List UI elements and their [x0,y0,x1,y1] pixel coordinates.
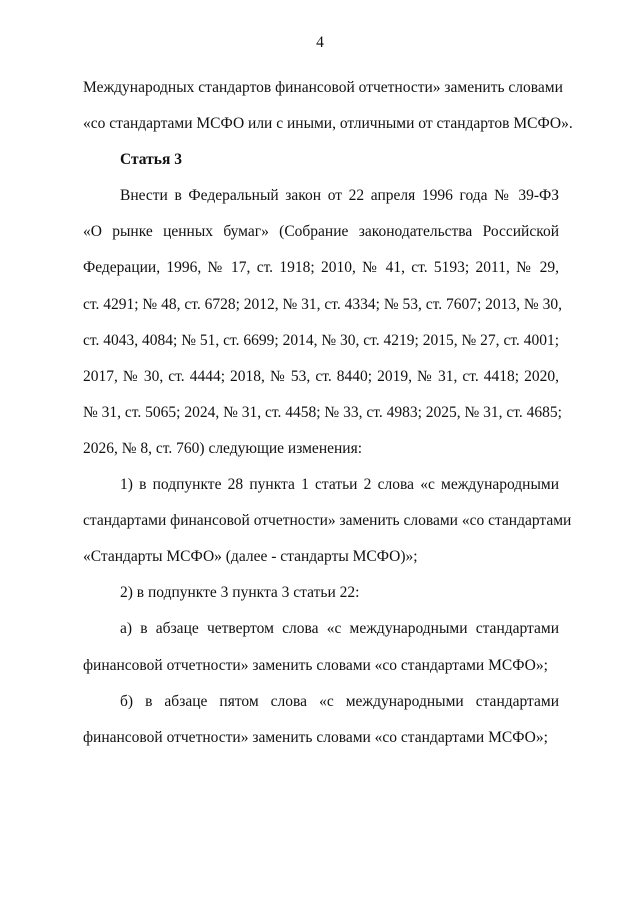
article-heading: Статья 3 [120,151,182,169]
text-line: 1) в подпункте 28 пункта 1 статьи 2 слова «с международными [120,476,559,494]
text-line: № 31, ст. 5065; 2024, № 31, ст. 4458; № 33, ст. 4983; 2025, № 31, ст. 4685; [83,403,562,421]
text-line: финансовой отчетности» заменить словами «со стандартами МСФО»; [83,728,548,746]
text-line: 2026, № 8, ст. 760) следующие изменения: [83,439,363,457]
text-line: 2) в подпункте 3 пункта 3 статьи 22: [120,584,360,602]
text-line: 2017, № 30, ст. 4444; 2018, № 53, ст. 8440; 2019, № 31, ст. 4418; 2020, [83,367,559,385]
text-line: а) в абзаце четвертом слова «с международными стандартами [120,620,559,638]
text-line: финансовой отчетности» заменить словами «со стандартами МСФО»; [83,656,548,674]
text-line: ст. 4291; № 48, ст. 6728; 2012, № 31, ст. 4334; № 53, ст. 7607; 2013, № 30, [83,295,562,313]
text-line: Федерации, 1996, № 17, ст. 1918; 2010, № 41, ст. 5193; 2011, № 29, [83,259,559,277]
text-line: Внести в Федеральный закон от 22 апреля 1996 года № 39-ФЗ [120,187,559,205]
document-body [83,70,573,756]
text-line: стандартами финансовой отчетности» заменить словами «со стандартами [83,512,572,530]
text-line: ст. 4043, 4084; № 51, ст. 6699; 2014, № 30, ст. 4219; 2015, № 27, ст. 4001; [83,331,559,349]
text-line: «Стандарты МСФО» (далее - стандарты МСФО)»; [83,548,418,566]
text-line: «со стандартами МСФО или с иными, отличными от стандартов МСФО». [83,115,573,133]
text-line: б) в абзаце пятом слова «с международными стандартами [120,692,559,710]
text-line: Международных стандартов финансовой отчетности» заменить словами [83,79,563,96]
page-number: 4 [316,34,324,51]
text-line: «О рынке ценных бумаг» (Собрание законодательства Российской [83,223,559,241]
